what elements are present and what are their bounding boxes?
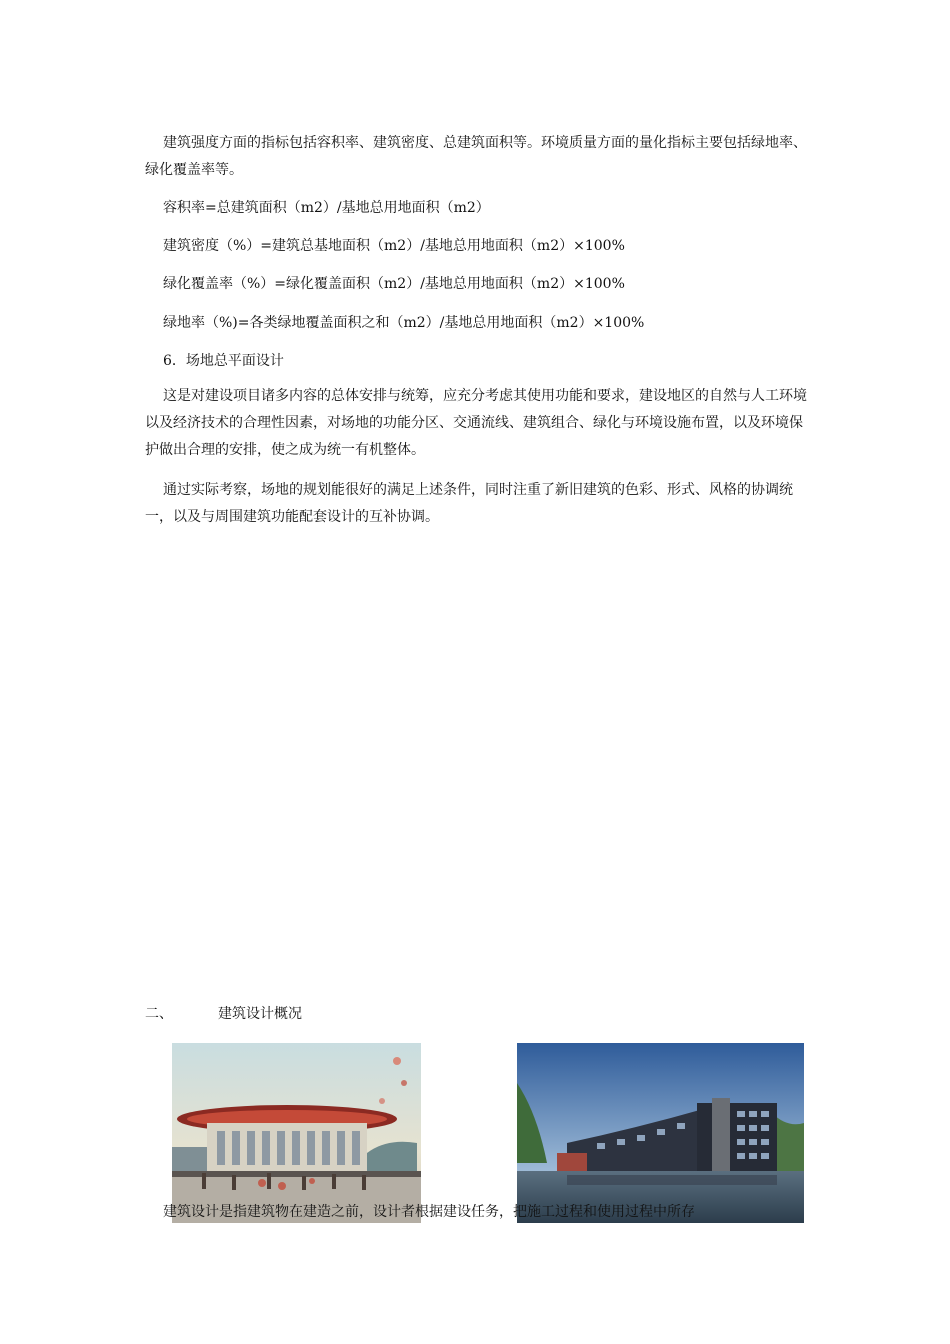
paragraph-architecture-intro: 建筑设计是指建筑物在建造之前，设计者根据建设任务，把施工过程和使用过程中所存 xyxy=(163,1204,695,1220)
paragraph-site-plan: 这是对建设项目诸多内容的总体安排与统筹，应充分考虑其使用功能和要求，建设地区的自然与人工环境以及经济技术的合理性因素，对场地的功能分区、交通流线、建筑组合、绿化与环境设施布置，以及环境保护做出合理的安排，使之成为统一有机整体。 xyxy=(145,388,807,458)
formula-floor-area-ratio: 容积率=总建筑面积（m2）/基地总用地面积（m2） xyxy=(163,200,490,216)
stadium-rendering-image xyxy=(172,1043,421,1223)
section-title: 建筑设计概况 xyxy=(218,1006,302,1022)
paragraph-field-survey: 通过实际考察，场地的规划能很好的满足上述条件，同时注重了新旧建筑的色彩、形式、风格的协调统一，以及与周围建筑功能配套设计的互补协调。 xyxy=(145,482,793,525)
paragraph-indicators: 建筑强度方面的指标包括容积率、建筑密度、总建筑面积等。环境质量方面的量化指标主要包括绿地率、绿化覆盖率等。 xyxy=(145,135,807,178)
office-building-rendering-image xyxy=(517,1043,804,1223)
section-heading-site-plan: 6．场地总平面设计 xyxy=(163,353,284,369)
section-number: 二、 xyxy=(145,1006,173,1022)
formula-building-density: 建筑密度（%）=建筑总基地面积（m2）/基地总用地面积（m2）×100% xyxy=(163,238,625,254)
formula-green-coverage: 绿化覆盖率（%）=绿化覆盖面积（m2）/基地总用地面积（m2）×100% xyxy=(163,276,625,292)
section-heading-architecture xyxy=(145,1003,302,1023)
formula-green-ratio: 绿地率（%)=各类绿地覆盖面积之和（m2）/基地总用地面积（m2）×100% xyxy=(163,315,645,331)
